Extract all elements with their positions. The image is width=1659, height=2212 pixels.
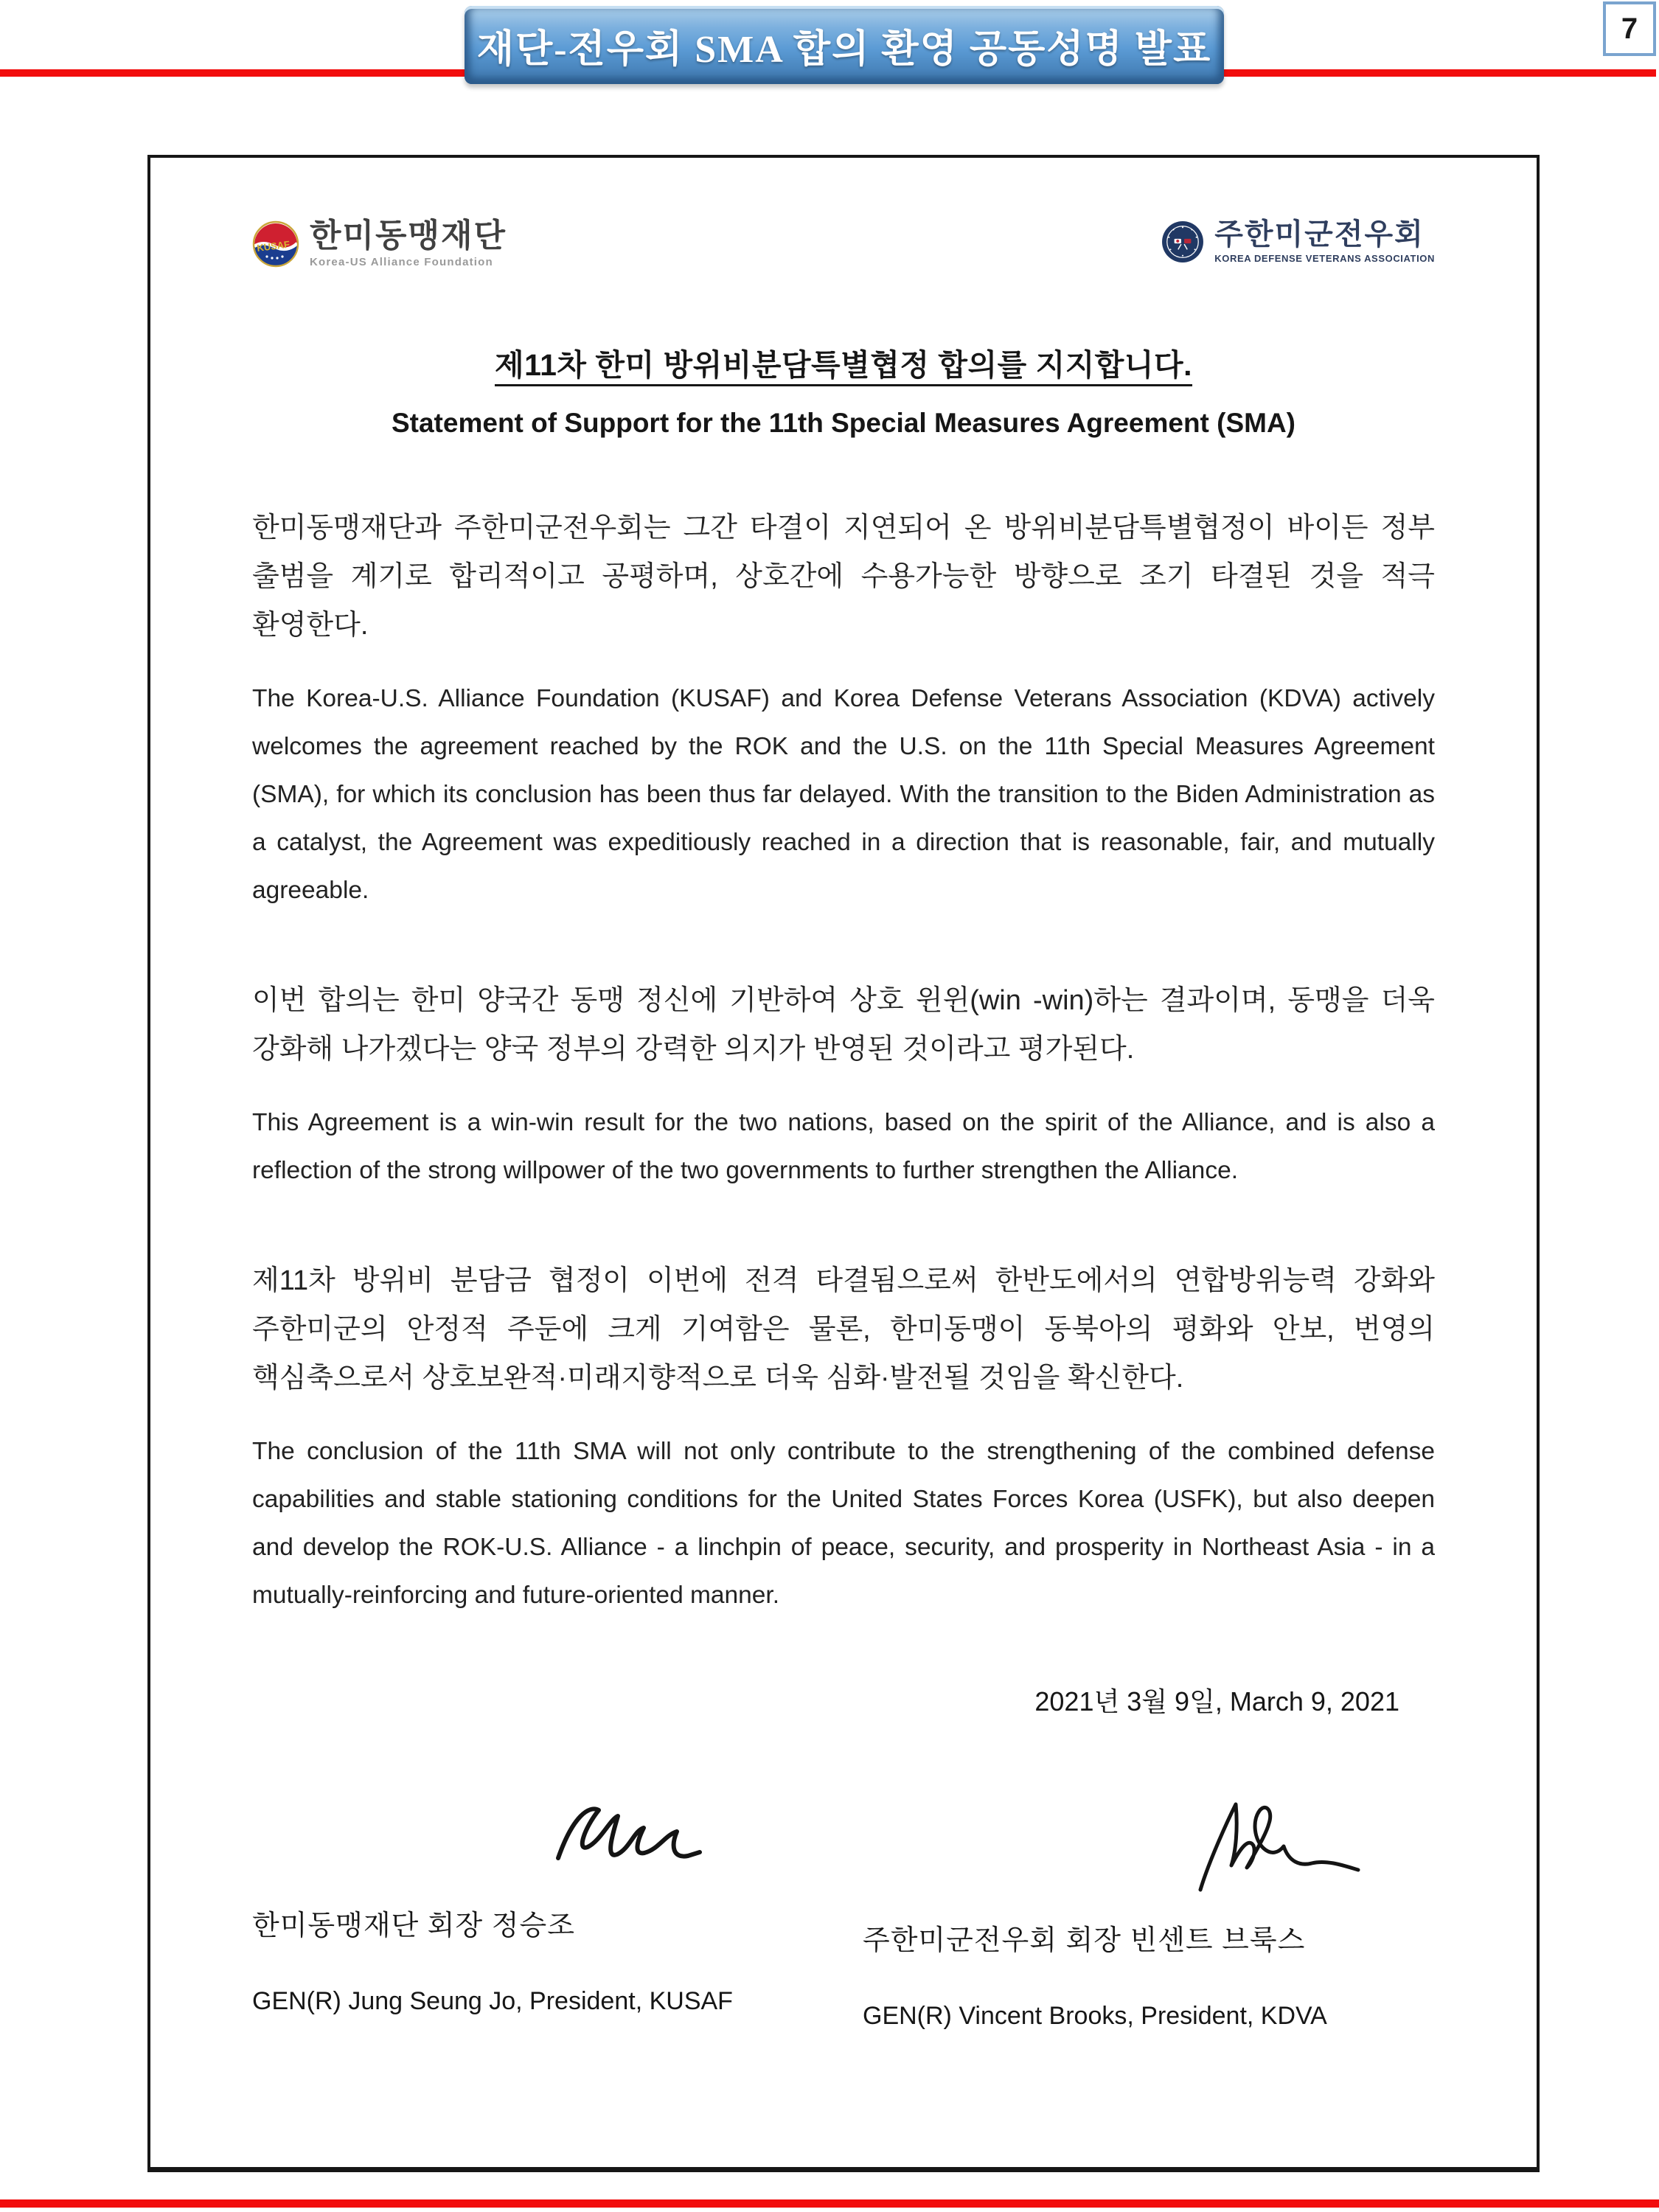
vincent-brooks-signature-image xyxy=(1180,1795,1364,1895)
page-number-box xyxy=(1603,1,1656,56)
logos-row xyxy=(252,220,1435,268)
svg-text:KUSAF: KUSAF xyxy=(256,238,291,254)
bottom-red-divider xyxy=(0,2199,1659,2208)
kusaf-name-ko: 한미동맹재단 xyxy=(310,218,507,254)
paragraph-ko-3: 제11차 방위비 분담금 협정이 이번에 전격 타결됨으로써 한반도에서의 연합방위능력 강화와 주한미군의 안정적 주둔에 크게 기여함은 물론, 한미동맹이 동북아의 평화와 안보, 번영의 핵심축으로서 상호보완적·미래지향적으로 더욱 심화·발전될 것임을 확신한다. xyxy=(252,1265,1435,1394)
signer-name-en-kusaf: GEN(R) Jung Seung Jo, President, KUSAF xyxy=(252,1987,733,2015)
kusaf-logo xyxy=(252,220,507,268)
paragraph-ko-1: 한미동맹재단과 주한미군전우회는 그간 타결이 지연되어 온 방위비분담특별협정이 바이든 정부 출범을 계기로 합리적이고 공평하며, 상호간에 수용가능한 방향으로 조기 타결된 것을 적극 환영한다. xyxy=(252,512,1435,641)
paragraph-en-2: This Agreement is a win-win result for the two nations, based on the spirit of the Alliance, and is also a reflection of the strong willpower of the two governments to further strengthen the Alliance. xyxy=(252,1109,1435,1184)
statement-document-panel xyxy=(147,155,1540,2172)
signatures-row xyxy=(252,1795,1435,2031)
header-title: 재단-전우회 SMA 합의 환영 공동성명 발표 xyxy=(476,28,1212,71)
header-title-box xyxy=(465,6,1224,84)
statement-title-ko: 제11차 한미 방위비분담특별협정 합의를 지지합니다. xyxy=(494,348,1193,382)
signer-name-en-kdva: GEN(R) Vincent Brooks, President, KDVA xyxy=(863,2002,1327,2030)
page-number: 7 xyxy=(1621,12,1638,45)
kdva-logo xyxy=(1161,220,1435,264)
kdva-name-en: KOREA DEFENSE VETERANS ASSOCIATION xyxy=(1214,253,1435,264)
paragraph-ko-2: 이번 합의는 한미 양국간 동맹 정신에 기반하여 상호 윈윈(win -win)하는 결과이며, 동맹을 더욱 강화해 나가겠다는 양국 정부의 강력한 의지가 반영된 것이라고 평가된다. xyxy=(252,985,1435,1065)
signer-name-ko-kdva: 주한미군전우회 회장 빈센트 브룩스 xyxy=(863,1925,1306,1956)
paragraph-en-1: The Korea-U.S. Alliance Foundation (KUSAF) and Korea Defense Veterans Association (KDVA) actively welcomes the agreement reached by the ROK and the U.S. on the 11th Special Measures Agreement (SMA), for which its conclusion has been thus far delayed. With the transition to the Biden Administration as a catalyst, the Agreement was expeditiously reached in a direction that is reasonable, fair, and mutually agreeable. xyxy=(252,685,1435,904)
statement-title-en: Statement of Support for the 11th Special Measures Agreement (SMA) xyxy=(391,408,1296,438)
paragraph-en-3: The conclusion of the 11th SMA will not only contribute to the strengthening of the combined defense capabilities and stable stationing conditions for the United States Forces Korea (USFK), but also deepen and develop the ROK-U.S. Alliance - a linchpin of peace, security, and prosperity in Northeast Asia - in a mutually-reinforcing and future-oriented manner. xyxy=(252,1438,1435,1609)
kdva-name-ko: 주한미군전우회 xyxy=(1214,218,1425,251)
statement-date: 2021년 3월 9일, March 9, 2021 xyxy=(1034,1686,1399,1717)
jung-seung-jo-signature-image xyxy=(547,1795,709,1880)
kusaf-name-en: Korea-US Alliance Foundation xyxy=(310,256,493,268)
signature-block-kdva xyxy=(844,1795,1435,2031)
signature-block-kusaf xyxy=(252,1795,844,2031)
kdva-emblem-icon xyxy=(1161,220,1204,263)
kusaf-emblem-icon xyxy=(252,220,299,268)
signer-name-ko-kusaf: 한미동맹재단 회장 정승조 xyxy=(252,1910,575,1941)
